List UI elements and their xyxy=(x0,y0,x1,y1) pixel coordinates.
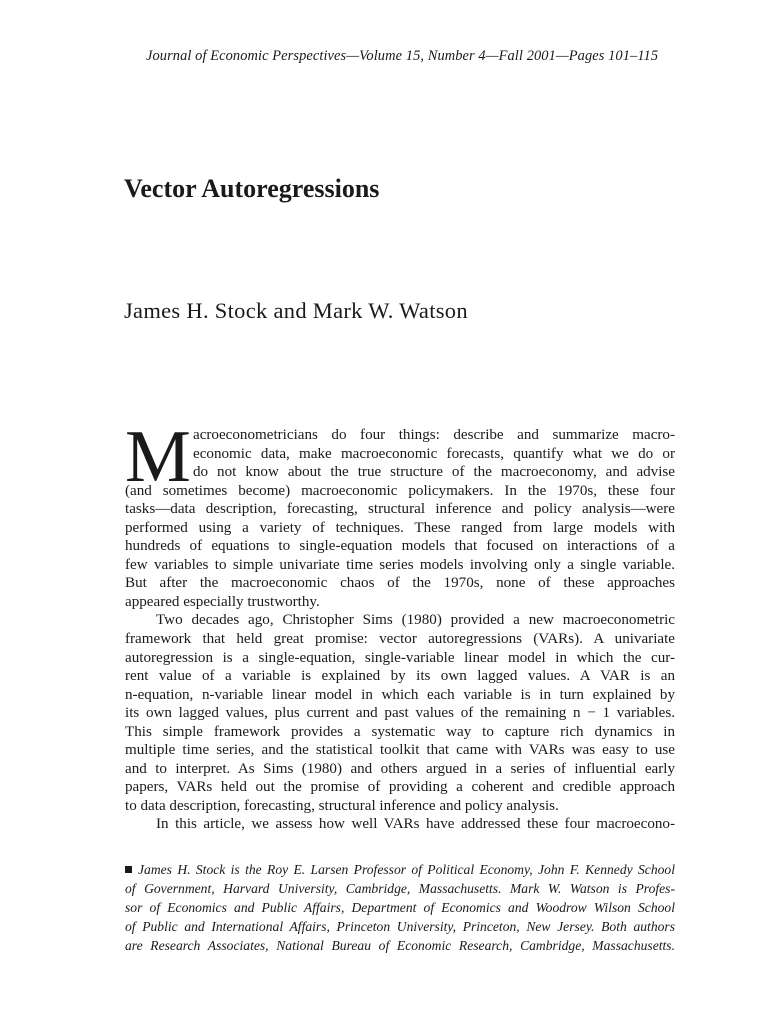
article-title: Vector Autoregressions xyxy=(124,174,380,203)
footnote-line: of Public and International Affairs, Princeton University, Princeton, New Jersey. Both authors xyxy=(125,919,675,934)
drop-cap: M xyxy=(125,416,191,498)
body-line: (and sometimes become) macroeconomic policymakers. In the 1970s, these four xyxy=(125,482,675,499)
body-line: framework that held great promise: vector autoregressions (VARs). A univariate xyxy=(125,631,675,648)
body-line: acroeconometricians do four things: describe and summarize macro- xyxy=(193,427,675,443)
footnote-line: sor of Economics and Public Affairs, Department of Economics and Woodrow Wilson School xyxy=(125,900,675,915)
running-head: Journal of Economic Perspectives—Volume 15, Number 4—Fall 2001—Pages 101–115 xyxy=(146,48,659,64)
footnote-line xyxy=(125,860,675,879)
body-line: multiple time series, and the statistical toolkit that came with VARs was easy to use xyxy=(125,742,675,759)
body-line: its own lagged values, plus current and past values of the remaining n − 1 variables. xyxy=(125,705,675,722)
body-line: Two decades ago, Christopher Sims (1980) provided a new macroeconometric xyxy=(156,612,675,629)
body-line: appeared especially trustworthy. xyxy=(125,593,320,610)
body-line: economic data, make macroeconomic forecasts, quantify what we do or xyxy=(193,445,675,462)
body-line: tasks—data description, forecasting, structural inference and policy analysis—were xyxy=(125,501,675,518)
article-body xyxy=(125,416,675,834)
body-line: n-equation, n-variable linear model in which each variable is in turn explained by xyxy=(125,686,675,703)
body-line: to data description, forecasting, structural inference and policy analysis. xyxy=(125,797,559,814)
body-line: But after the macroeconomic chaos of the 1970s, none of these approaches xyxy=(125,575,675,592)
footnote-line: of Government, Harvard University, Cambridge, Massachusetts. Mark W. Watson is Profes- xyxy=(125,881,675,896)
author-footnote xyxy=(125,860,675,955)
body-line: hundreds of equations to single-equation models that focused on interactions of a xyxy=(125,538,675,555)
body-line: autoregression is a single-equation, single-variable linear model in which the cur- xyxy=(125,649,675,666)
body-line: In this article, we assess how well VARs have addressed these four macroecono- xyxy=(156,816,675,833)
article-authors: James H. Stock and Mark W. Watson xyxy=(124,298,468,323)
body-line: and to interpret. As Sims (1980) and others argued in a series of influential early xyxy=(125,760,675,777)
footnote-line: are Research Associates, National Bureau of Economic Research, Cambridge, Massachusetts. xyxy=(125,938,675,953)
body-line: few variables to simple univariate time series models involving only a single variable. xyxy=(125,556,675,573)
body-line: papers, VARs held out the promise of providing a coherent and credible approach xyxy=(125,779,675,796)
body-line: This simple framework provides a systematic way to capture rich dynamics in xyxy=(125,723,675,740)
body-line: rent value of a variable is explained by its own lagged values. A VAR is an xyxy=(125,668,675,685)
footnote-line-text: James H. Stock is the Roy E. Larsen Professor of Political Economy, John F. Kennedy School xyxy=(138,862,675,877)
body-line: performed using a variety of techniques. These ranged from large models with xyxy=(125,519,675,536)
square-bullet-icon xyxy=(125,866,132,873)
body-line: do not know about the true structure of the macroeconomy, and advise xyxy=(193,464,675,481)
